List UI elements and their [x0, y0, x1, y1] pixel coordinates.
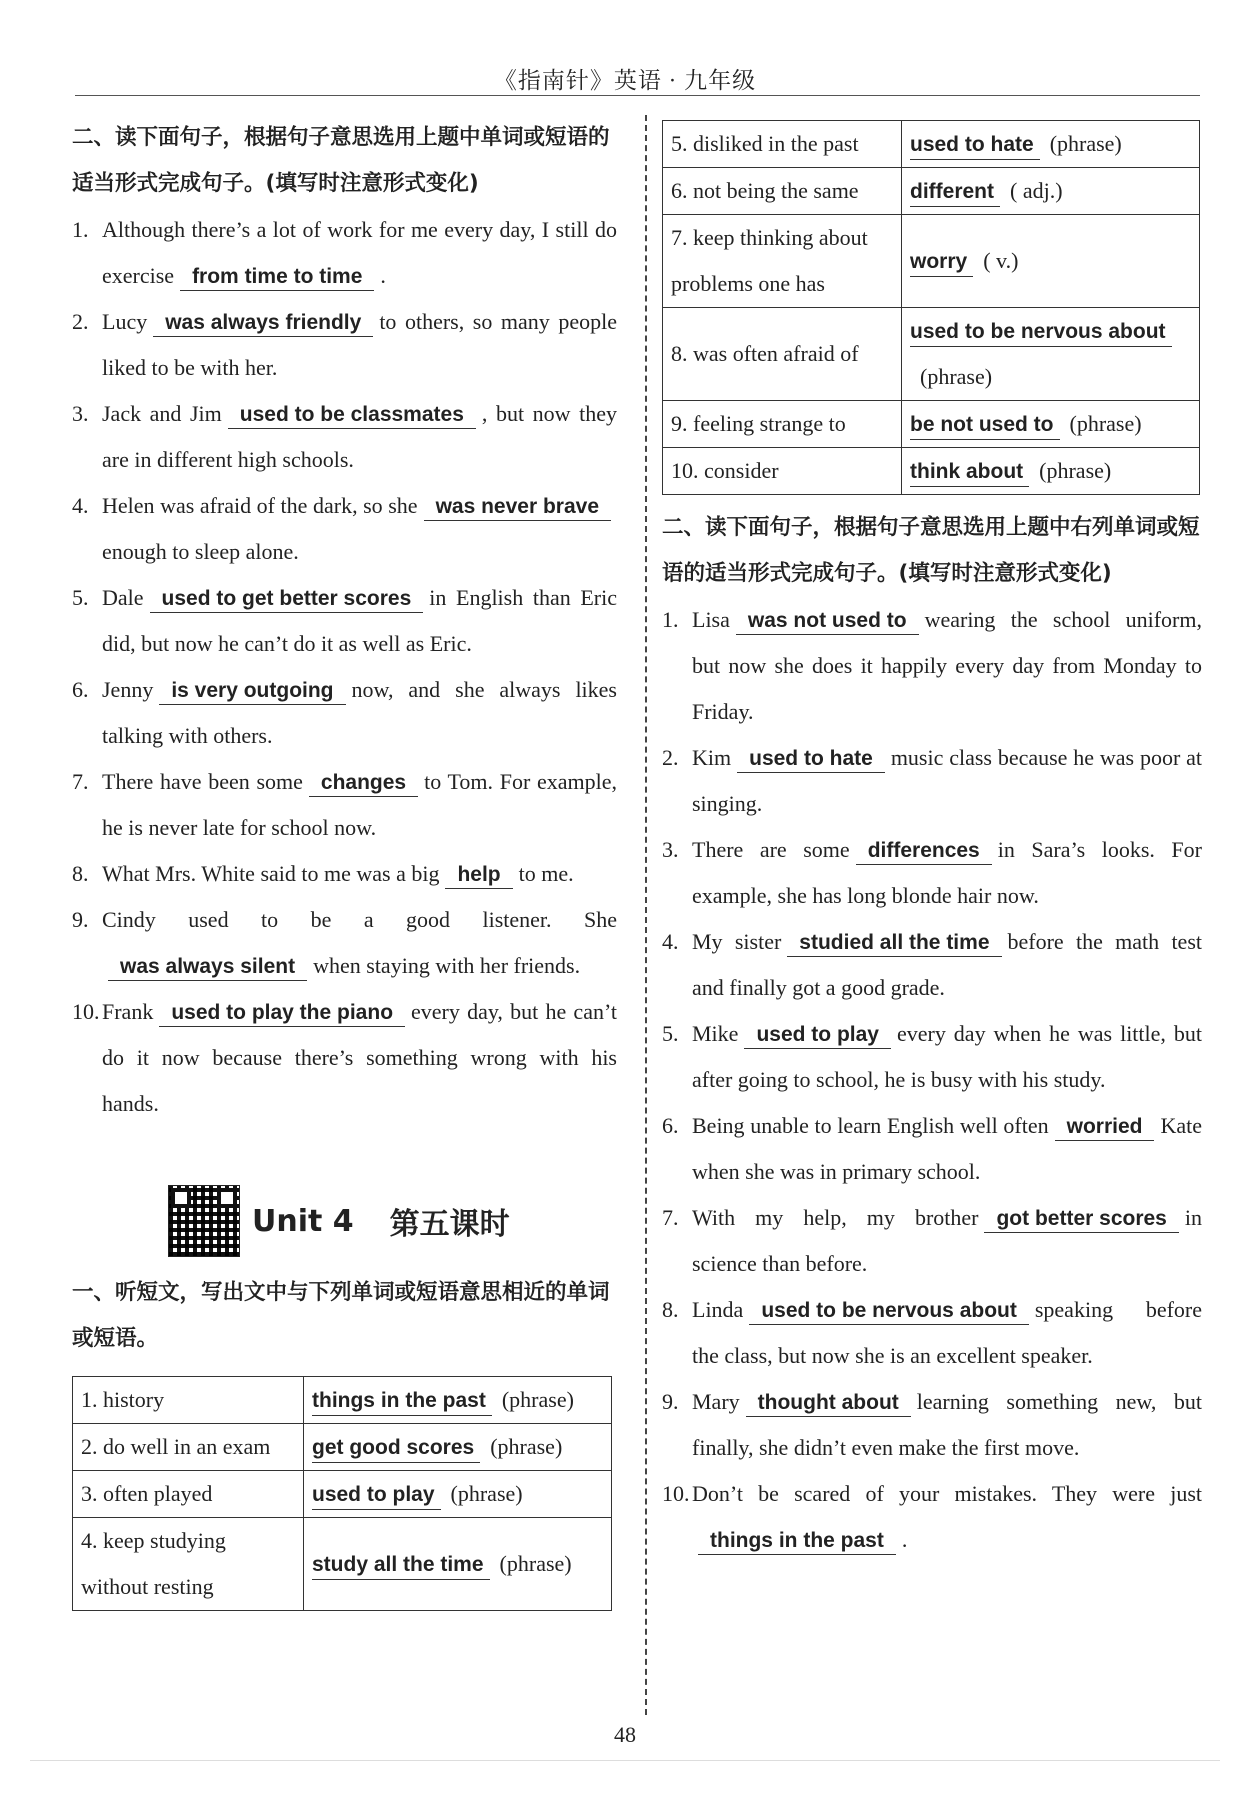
vocab-hint: (phrase): [450, 1481, 523, 1506]
vocab-term: 7. keep thinking about problems one has: [663, 215, 902, 308]
item-text-before: With my help, my brother: [692, 1205, 979, 1230]
item-number: 1.: [72, 217, 89, 242]
vocab-term: 3. often played: [73, 1471, 304, 1518]
exercise-item: [662, 1103, 1202, 1195]
left-column: [72, 115, 617, 1127]
vocab-answer-cell: [304, 1471, 612, 1518]
right-section2-list: [662, 597, 1202, 1563]
exercise-item: [72, 207, 617, 299]
item-text-after: to Tom. For example, he is never late for school now.: [102, 769, 617, 840]
exercise-item: [72, 391, 617, 483]
vocab-row: [663, 308, 1200, 401]
item-text-before: Don’t be scared of your mistakes. They were just: [692, 1481, 1202, 1506]
vocab-row: [73, 1424, 612, 1471]
vocab-hint: ( adj.): [1010, 178, 1063, 203]
unit-name: Unit 4: [252, 1203, 354, 1239]
vocab-answer[interactable]: study all the time: [312, 1552, 490, 1580]
item-text-after: Kate when she was in primary school.: [692, 1113, 1202, 1184]
item-text-before: Being unable to learn English well often: [692, 1113, 1049, 1138]
item-number: 8.: [72, 861, 89, 886]
answer-blank[interactable]: was never brave: [424, 494, 611, 521]
item-text-before: There are some: [692, 837, 850, 862]
vocab-hint: (phrase): [1039, 458, 1112, 483]
right-vocab-table: [662, 120, 1200, 495]
exercise-item: [662, 1287, 1202, 1379]
item-text-after: in science than before.: [692, 1205, 1202, 1276]
vocab-answer[interactable]: used to play: [312, 1482, 441, 1510]
left-section1: [72, 1270, 617, 1611]
vocab-answer-cell: [902, 448, 1200, 495]
item-text-after: every day, but he can’t do it now because there’s something wrong with his hands.: [102, 999, 617, 1116]
item-text-before: Kim: [692, 745, 732, 770]
vocab-answer[interactable]: things in the past: [312, 1388, 492, 1416]
unit-lesson: 第五课时: [389, 1207, 510, 1242]
exercise-item: [662, 1195, 1202, 1287]
item-text-after: when staying with her friends.: [313, 953, 581, 978]
right-column: [662, 120, 1202, 1563]
answer-blank[interactable]: things in the past: [698, 1528, 896, 1555]
answer-blank[interactable]: was always silent: [108, 954, 307, 981]
item-number: 5.: [72, 585, 89, 610]
answer-blank[interactable]: used to hate: [737, 746, 885, 773]
item-text-after: , but now they are in different high schools.: [102, 401, 617, 472]
item-text-before: Mary: [692, 1389, 740, 1414]
item-text-after: before the math test and finally got a good grade.: [692, 929, 1202, 1000]
unit-heading: [168, 1185, 510, 1257]
answer-blank[interactable]: worried: [1055, 1114, 1155, 1141]
vocab-answer[interactable]: think about: [910, 459, 1029, 487]
item-text-before: Lucy: [102, 309, 148, 334]
item-text-after: music class because he was poor at singing.: [692, 745, 1202, 816]
vocab-answer-cell: [902, 215, 1200, 308]
item-number: 3.: [662, 837, 679, 862]
vocab-answer[interactable]: be not used to: [910, 412, 1060, 440]
vocab-hint: (phrase): [490, 1434, 563, 1459]
left-section2-title: 二、读下面句子，根据句子意思选用上题中单词或短语的适当形式完成句子。(填写时注意形式变化): [72, 125, 610, 196]
exercise-item: [662, 735, 1202, 827]
exercise-item: [72, 851, 617, 897]
vocab-hint: (phrase): [499, 1551, 572, 1576]
vocab-answer[interactable]: different: [910, 179, 1000, 207]
vocab-term: 1. history: [73, 1377, 304, 1424]
item-number: 3.: [72, 401, 89, 426]
item-text-before: What Mrs. White said to me was a big: [102, 861, 440, 886]
vocab-answer[interactable]: worry: [910, 249, 973, 277]
exercise-item: [662, 597, 1202, 735]
item-number: 9.: [72, 907, 89, 932]
item-text-after: in Sara’s looks. For example, she has long blonde hair now.: [692, 837, 1202, 908]
vocab-term: 6. not being the same: [663, 168, 902, 215]
item-number: 7.: [662, 1205, 679, 1230]
item-number: 6.: [72, 677, 89, 702]
exercise-item: [72, 897, 617, 989]
vocab-term: 2. do well in an exam: [73, 1424, 304, 1471]
item-text-after: .: [901, 1527, 908, 1552]
page-header: 《指南针》英语 · 九年级: [493, 68, 757, 93]
vocab-row: [73, 1518, 612, 1611]
answer-blank[interactable]: used to be classmates: [228, 402, 476, 429]
answer-blank[interactable]: was not used to: [736, 608, 919, 635]
item-text-after: to me.: [518, 861, 574, 886]
vocab-answer[interactable]: get good scores: [312, 1435, 480, 1463]
item-number: 6.: [662, 1113, 679, 1138]
vocab-term: 8. was often afraid of: [663, 308, 902, 401]
answer-blank[interactable]: differences: [856, 838, 992, 865]
item-number: 8.: [662, 1297, 679, 1322]
vocab-answer-cell: [902, 121, 1200, 168]
exercise-item: [662, 919, 1202, 1011]
item-text-after: now, and she always likes talking with others.: [102, 677, 617, 748]
exercise-item: [72, 299, 617, 391]
item-text-after: in English than Eric did, but now he can’t do it as well as Eric.: [102, 585, 617, 656]
answer-blank[interactable]: from time to time: [180, 264, 374, 291]
item-text-before: Mike: [692, 1021, 739, 1046]
item-text-after: every day when he was little, but after going to school, he is busy with his study.: [692, 1021, 1202, 1092]
item-text-before: Frank: [102, 999, 154, 1024]
item-text-before: Although there’s a lot of work for me every day, I still do exercise: [102, 217, 617, 288]
vocab-hint: ( v.): [983, 248, 1019, 273]
vocab-answer-cell: [304, 1377, 612, 1424]
vocab-answer-cell: [902, 308, 1200, 401]
exercise-item: [72, 989, 617, 1127]
answer-blank[interactable]: help: [445, 862, 512, 889]
item-number: 4.: [662, 929, 679, 954]
vocab-answer[interactable]: used to be nervous about: [910, 319, 1172, 347]
exercise-item: [72, 759, 617, 851]
item-text-after: enough to sleep alone.: [102, 539, 299, 564]
left-vocab-table: [72, 1376, 612, 1611]
item-text-before: Dale: [102, 585, 144, 610]
footer-rule: [30, 1760, 1220, 1761]
vocab-term: 9. feeling strange to: [663, 401, 902, 448]
item-text-before: My sister: [692, 929, 782, 954]
column-divider: [645, 115, 647, 1715]
item-number: 5.: [662, 1021, 679, 1046]
qr-code-icon[interactable]: [168, 1185, 240, 1257]
item-text-after: to others, so many people liked to be with her.: [102, 309, 617, 380]
exercise-item: [662, 827, 1202, 919]
answer-blank[interactable]: was always friendly: [153, 310, 373, 337]
vocab-term: 10. consider: [663, 448, 902, 495]
exercise-item: [662, 1379, 1202, 1471]
answer-blank[interactable]: studied all the time: [787, 930, 1001, 957]
item-number: 1.: [662, 607, 679, 632]
exercise-item: [72, 667, 617, 759]
vocab-answer-cell: [902, 401, 1200, 448]
item-text-before: Linda: [692, 1297, 744, 1322]
item-text-before: Jack and Jim: [102, 401, 222, 426]
vocab-row: [663, 215, 1200, 308]
answer-blank[interactable]: used to get better scores: [150, 586, 424, 613]
item-text-after: speaking before the class, but now she is an excellent speaker.: [692, 1297, 1202, 1368]
exercise-item: [72, 483, 617, 575]
vocab-answer-cell: [304, 1424, 612, 1471]
item-text-before: Jenny: [102, 677, 154, 702]
item-text-before: Cindy used to be a good listener. She: [102, 907, 617, 932]
answer-blank[interactable]: used to be nervous about: [749, 1298, 1029, 1325]
answer-blank[interactable]: got better scores: [984, 1206, 1178, 1233]
item-text-after: wearing the school uniform, but now she does it happily every day from Monday to Friday.: [692, 607, 1202, 724]
answer-blank[interactable]: used to play: [744, 1022, 891, 1049]
vocab-hint: (phrase): [1069, 411, 1142, 436]
item-number: 4.: [72, 493, 89, 518]
vocab-answer-cell: [304, 1518, 612, 1611]
header-rule: [75, 95, 1200, 96]
vocab-hint: (phrase): [501, 1387, 574, 1412]
vocab-row: [73, 1377, 612, 1424]
item-text-before: Lisa: [692, 607, 730, 632]
item-number: 10.: [72, 999, 100, 1024]
vocab-hint: (phrase): [920, 364, 993, 389]
answer-blank[interactable]: used to play the piano: [159, 1000, 405, 1027]
item-text-before: There have been some: [102, 769, 303, 794]
vocab-row: [663, 168, 1200, 215]
left-section2-list: [72, 207, 617, 1127]
answer-blank[interactable]: thought about: [746, 1390, 911, 1417]
answer-blank[interactable]: is very outgoing: [159, 678, 345, 705]
exercise-item: [662, 1011, 1202, 1103]
left-section1-title: 一、听短文，写出文中与下列单词或短语意思相近的单词或短语。: [72, 1280, 610, 1351]
vocab-term: 5. disliked in the past: [663, 121, 902, 168]
item-text-before: Helen was afraid of the dark, so she: [102, 493, 418, 518]
vocab-row: [663, 448, 1200, 495]
item-text-after: .: [380, 263, 386, 288]
vocab-row: [663, 401, 1200, 448]
vocab-answer[interactable]: used to hate: [910, 132, 1040, 160]
item-number: 9.: [662, 1389, 679, 1414]
vocab-term: 4. keep studying without resting: [73, 1518, 304, 1611]
item-number: 2.: [662, 745, 679, 770]
vocab-row: [73, 1471, 612, 1518]
exercise-item: [662, 1471, 1202, 1563]
vocab-row: [663, 121, 1200, 168]
item-number: 7.: [72, 769, 89, 794]
page-number: 48: [614, 1722, 636, 1747]
item-number: 10.: [662, 1481, 690, 1506]
exercise-item: [72, 575, 617, 667]
answer-blank[interactable]: changes: [309, 770, 418, 797]
vocab-hint: (phrase): [1049, 131, 1122, 156]
right-section2-title: 二、读下面句子，根据句子意思选用上题中右列单词或短语的适当形式完成句子。(填写时注意形式变化): [662, 515, 1200, 586]
item-text-after: learning something new, but finally, she didn’t even make the first move.: [692, 1389, 1202, 1460]
vocab-answer-cell: [902, 168, 1200, 215]
item-number: 2.: [72, 309, 89, 334]
